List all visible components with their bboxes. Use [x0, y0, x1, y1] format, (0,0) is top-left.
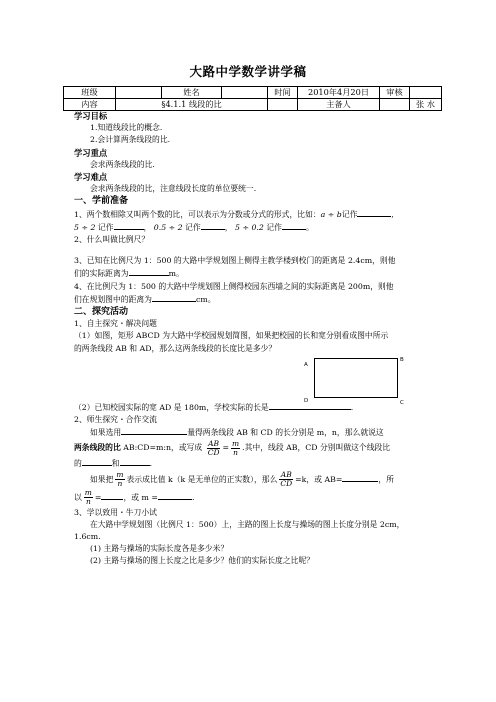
worksheet-body — [74, 110, 434, 568]
content-value: §4.1.1 线段的比 — [116, 99, 268, 111]
q4-text: 们在规划图中的距离为 — [74, 294, 152, 304]
explore-1-p1: （1）如图，矩形 ABCD 为大路中学校园规划简图，如果把校园的长和宽分别看成图中所示 — [74, 331, 389, 341]
q4-unit: cm。 — [195, 294, 216, 304]
q1-blank-1[interactable] — [357, 208, 391, 217]
e2-blank-4[interactable] — [342, 473, 378, 482]
q1-blank-3[interactable] — [201, 221, 225, 230]
explore-3-q2: (2) 主路与操场的图上长度之比是多少？他们的实际长度之比呢？ — [90, 556, 315, 566]
explore-1-p2: （2）已知校园实际的宽 AD 是 180m，学校实际的长是 . — [74, 402, 354, 412]
explore-3-title: 3、学以致用・牛刀小试 — [74, 507, 157, 517]
e2-p1-text: 如果选用 — [90, 428, 122, 438]
e2-p4-text-d: ，所 — [378, 474, 394, 484]
explore-2-p3: 的 和 . — [74, 459, 153, 469]
rectangle-abcd — [314, 358, 398, 398]
review-label: 审核 — [380, 87, 410, 99]
content-spacer — [268, 99, 298, 111]
frac-num: m — [84, 488, 92, 498]
vertex-c-label: C — [400, 399, 404, 406]
e2-p2-text-b: .其中，线段 AB，CD 分别叫做这个线段比 — [242, 443, 391, 453]
e2-p3-and: 和 — [111, 459, 120, 469]
e2-blank-1[interactable] — [121, 426, 187, 435]
header-table — [63, 86, 442, 111]
key-heading: 学习重点 — [74, 147, 108, 158]
e2-p5-eq: = — [94, 492, 102, 502]
q1-blank-4[interactable] — [282, 221, 306, 230]
e1-p2-text: （2）已知校园实际的宽 AD 是 180m，学校实际的长是 — [74, 402, 269, 412]
q1-expr-4: 5 ÷ 0.2 — [235, 222, 264, 232]
explore-heading: 二、探究活动 — [74, 307, 129, 318]
frac-den: n — [85, 497, 91, 507]
time-label: 时间 — [268, 87, 298, 99]
difficulty-text: 会求两条线段的比，注意线段长度的单位要统一. — [90, 184, 257, 194]
fraction-m-n — [231, 440, 240, 457]
rectangle-figure — [74, 355, 434, 406]
vertex-b-label: B — [400, 356, 404, 363]
name-label: 姓名 — [162, 87, 222, 99]
explore-3-p1: 在大路中学规划图（比例尺 1：500）上，主路的图上长度与操场的图上长度分别是 2cm， — [90, 519, 405, 529]
explore-2-p5: 以 $\frac{m}{n}$ = ，或 m = . — [74, 488, 195, 507]
e2-blank-3[interactable] — [120, 457, 150, 466]
e1-p2-blank[interactable] — [269, 401, 351, 410]
e2-blank-5[interactable] — [101, 491, 123, 500]
e2-blank-6[interactable] — [158, 491, 192, 500]
explore-3-q1: (1) 主路与操场的实际长度各是多少米？ — [90, 544, 229, 554]
question-1-cont: 5 ÷ 2 记作 ， 0.5 ÷ 2 记作 ， 5 ÷ 0.2 记作 。 — [74, 222, 314, 232]
explore-1-p1-cont: 的两条线段 AB 和 AD，那么这两条线段的长度比是多少？ — [74, 343, 277, 353]
e2-blank-2[interactable] — [82, 457, 112, 466]
question-3-cont — [74, 267, 434, 280]
q3-blank[interactable] — [129, 267, 169, 276]
explore-3-p1-cont: 1.6cm. — [74, 532, 101, 542]
q1-blank-2[interactable] — [114, 221, 144, 230]
q1-punct: 。 — [305, 222, 314, 232]
question-4: 4、在比例尺为 1：500 的大路中学规划图上侧得校园东西墙之间的实际距离是 200m，则他 — [74, 281, 394, 291]
answer-space — [74, 246, 434, 255]
explore-1-title: 1、自主探究・解决问题 — [74, 319, 157, 329]
frac-den: CD — [207, 447, 220, 457]
frac-num: AB — [280, 470, 292, 480]
explore-2-p2: 两条线段的比 AB:CD=m:n，或写成 $\frac{AB}{CD}$ = $\frac{m}{n}$ .其中，线段 AB，CD 分别叫做这个线段比 — [74, 438, 391, 457]
header-row-1 — [64, 87, 442, 99]
page-title: 大路中学数学讲学稿 — [189, 64, 307, 79]
explore-2-p1 — [74, 426, 434, 439]
q1-expr-3: 0.5 ÷ 2 — [153, 222, 183, 232]
question-4-cont — [74, 293, 434, 306]
e2-p4-text-b: 表示成比值 k（k 是无单位的正实数），那么 — [126, 474, 278, 484]
goal-2: 2.会计算两条线段的比. — [90, 135, 171, 145]
difficulty-heading: 学习难点 — [74, 172, 108, 183]
content-label: 内容 — [64, 99, 116, 111]
class-label: 班级 — [64, 87, 116, 99]
e2-p2-text: AB:CD=m:n，或写成 — [123, 443, 203, 453]
q4-blank[interactable] — [152, 293, 196, 302]
frac-num: m — [232, 438, 240, 448]
q1-note-2: 记作 — [97, 222, 114, 232]
q3-unit: m。 — [168, 269, 184, 279]
e2-p5-text: 以 — [74, 492, 82, 502]
author-label: 主备人 — [298, 99, 380, 111]
q1-note-3: 记作 — [185, 222, 201, 232]
name-value — [222, 87, 268, 99]
q3-text: 们的实际距离为 — [74, 269, 129, 279]
question-3: 3、已知在比例尺为 1：500 的大路中学规划图上侧得主教学楼到校门的距离是 2.4cm，则他 — [74, 256, 396, 266]
q1-expr-2: 5 ÷ 2 — [74, 222, 96, 232]
frac-den: CD — [280, 479, 293, 489]
frac-num: AB — [208, 438, 220, 448]
e2-bold-term: 两条线段的比 — [74, 443, 121, 453]
class-value — [116, 87, 162, 99]
frac-den: n — [233, 447, 239, 457]
explore-2-title: 2、师生探究・合作交流 — [74, 415, 157, 425]
e2-p4-text: 如果把 — [90, 474, 114, 484]
e2-p1-text-b: 量得两条线段 AB 和 CD 的长分别是 m，n，那么就说这 — [187, 428, 384, 438]
frac-num: m — [116, 470, 124, 480]
fraction-m-n-3 — [84, 489, 93, 506]
frac-den: n — [117, 479, 123, 489]
fraction-m-n-2 — [115, 471, 124, 488]
review-value — [410, 87, 442, 99]
e2-p4-text-c: =k，或 AB= — [295, 474, 343, 484]
vertex-d-label: D — [304, 397, 309, 404]
q1-note-1: 记作 — [341, 209, 358, 219]
header-row-2 — [64, 99, 442, 111]
time-value: 2010年4月20日 — [298, 87, 380, 99]
author-value: 张 水 — [410, 99, 442, 111]
q1-note-4: 记作 — [266, 222, 282, 232]
author-spacer — [380, 99, 410, 111]
question-2: 2、什么叫做比例尺？ — [74, 235, 150, 245]
goals-heading: 学习目标 — [74, 111, 108, 121]
explore-2-p4 — [74, 471, 434, 489]
question-1: 1、两个数相除又叫两个数的比，可以表示为分数或分式的形式，比如：a ÷ b记作 , — [74, 209, 394, 219]
key-text: 会求两条线段的比. — [90, 159, 155, 169]
q1-expr-1: a ÷ b — [320, 209, 342, 219]
e2-p5-text-c: ，或 m = — [123, 492, 158, 502]
e2-p3-text: 的 — [74, 459, 82, 469]
fraction-ab-cd — [207, 440, 221, 457]
vertex-a-label: A — [304, 361, 308, 368]
fraction-ab-cd-2 — [279, 471, 293, 488]
q1-text: 1、两个数相除又叫两个数的比，可以表示为分数或分式的形式，比如： — [74, 209, 321, 219]
goal-1: 1.知道线段比的概念. — [90, 123, 163, 133]
prep-heading: 一、学前准备 — [74, 196, 129, 207]
